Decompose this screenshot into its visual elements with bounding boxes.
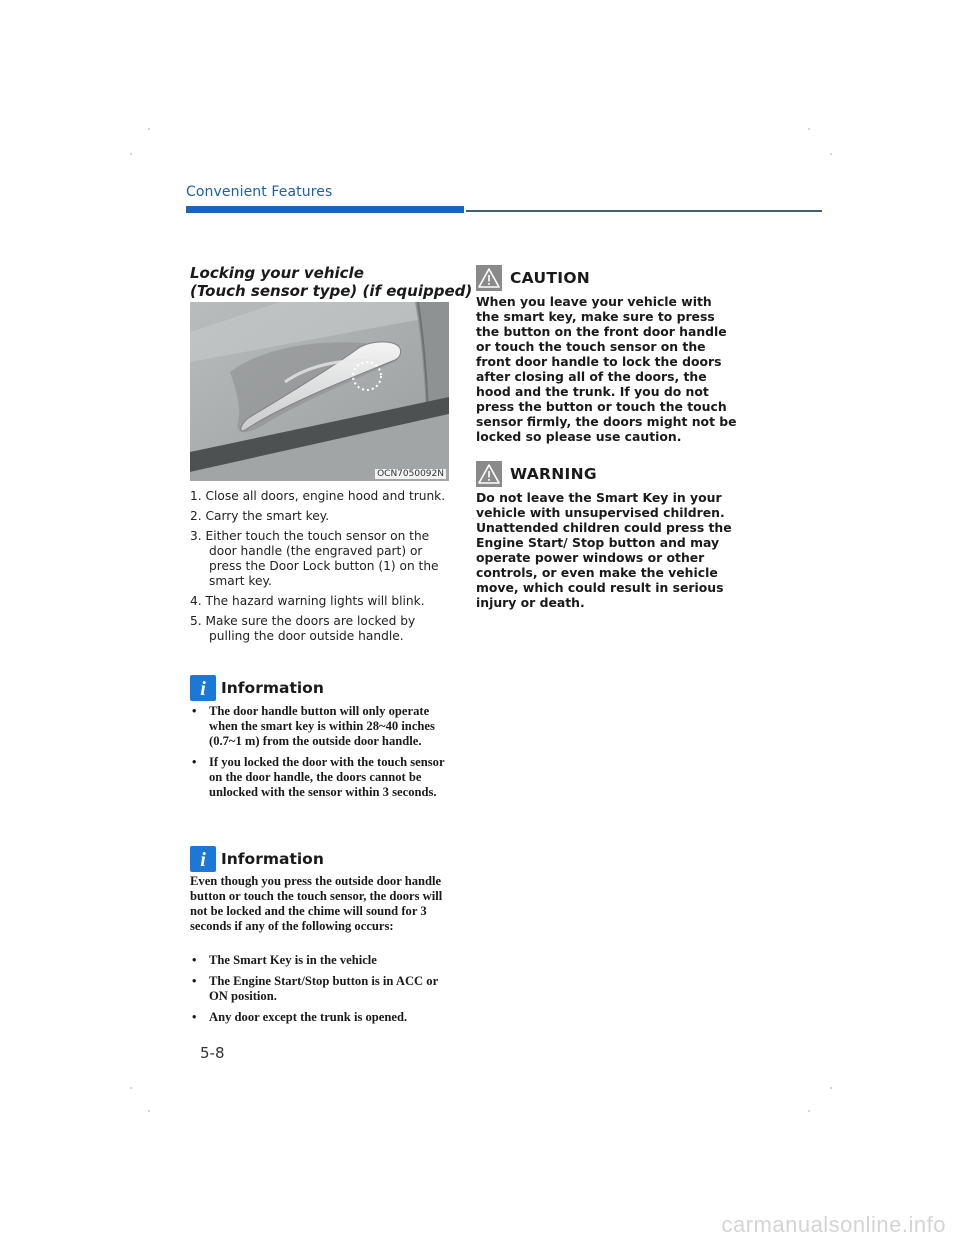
step-item: 4. The hazard warning lights will blink. bbox=[190, 594, 425, 608]
info-icon bbox=[190, 675, 216, 701]
step-item: 1. Close all doors, engine hood and trunk. bbox=[190, 489, 446, 503]
crop-mark bbox=[830, 153, 832, 155]
caution-title: CAUTION bbox=[510, 269, 591, 287]
info2-list bbox=[190, 953, 452, 1031]
info1-header bbox=[190, 675, 324, 701]
info-icon bbox=[190, 846, 216, 872]
warning-header bbox=[476, 461, 597, 487]
watermark: carmanualsonline.info bbox=[721, 1212, 946, 1237]
crop-mark bbox=[130, 153, 132, 155]
info2-bullet: • The Engine Start/Stop button is in ACC or ON position. bbox=[190, 974, 452, 1004]
info2-intro: Even though you press the outside door handle button or touch the touch sensor, the doors will not be locked and the chime will sound for 3 seconds if any of the following occurs: bbox=[190, 874, 443, 933]
header-rule bbox=[466, 210, 822, 212]
crop-mark bbox=[148, 1110, 150, 1112]
locking-heading bbox=[190, 264, 472, 300]
crop-mark bbox=[808, 128, 810, 130]
info2-title: Information bbox=[221, 850, 324, 868]
step-item: 5. Make sure the doors are locked by pulling the door outside handle. bbox=[190, 614, 416, 643]
warning-triangle-icon bbox=[476, 265, 502, 291]
header-rule-accent bbox=[186, 206, 464, 213]
figure-code: OCN7050092N bbox=[377, 469, 444, 479]
caution-text: When you leave your vehicle with the smart key, make sure to press the button on the front door handle or touch the touch sensor on the front door handle to lock the doors after closing all of the doors, the hood and the trunk. If you do not press the button or touch the touch sensor firmly, the doors might not be locked so please use caution. bbox=[476, 294, 737, 444]
warning-triangle-icon bbox=[476, 461, 502, 487]
step-item: 2. Carry the smart key. bbox=[190, 509, 330, 523]
section-title: Convenient Features bbox=[186, 184, 333, 200]
info1-bullet: • If you locked the door with the touch sensor on the door handle, the doors cannot be unlocked with the sensor within 3 seconds. bbox=[190, 755, 452, 800]
info2-bullet: • Any door except the trunk is opened. bbox=[190, 1010, 452, 1025]
crop-mark bbox=[808, 1110, 810, 1112]
info2-header bbox=[190, 846, 324, 872]
info1-bullet: • The door handle button will only operate when the smart key is within 28~40 inches (0.7~1 m) from the outside door handle. bbox=[190, 704, 452, 749]
svg-text:i: i bbox=[200, 678, 206, 698]
crop-mark bbox=[148, 128, 150, 130]
warning-text: Do not leave the Smart Key in your vehicle with unsupervised children. Unattended children could press the Engine Start/ Stop button and may operate power windows or other controls, or even make the vehicle move, which could result in serious injury or death. bbox=[476, 490, 732, 610]
locking-heading-line1: Locking your vehicle bbox=[190, 264, 364, 282]
crop-mark bbox=[130, 1087, 132, 1089]
info1-list bbox=[190, 704, 452, 806]
step-item: 3. Either touch the touch sensor on the door handle (the engraved part) or press the Door Lock button (1) on the smart key. bbox=[190, 529, 439, 588]
caution-header bbox=[476, 265, 590, 291]
door-handle-drawing bbox=[190, 302, 449, 481]
door-handle-illustration bbox=[190, 302, 449, 481]
page-number: 5-8 bbox=[200, 1044, 225, 1062]
crop-mark bbox=[830, 1087, 832, 1089]
info1-title: Information bbox=[221, 679, 324, 697]
info2-bullet: • The Smart Key is in the vehicle bbox=[190, 953, 452, 968]
svg-text:i: i bbox=[200, 849, 206, 869]
locking-steps bbox=[190, 489, 452, 649]
locking-heading-line2: (Touch sensor type) (if equipped) bbox=[190, 282, 473, 300]
warning-title: WARNING bbox=[510, 465, 597, 483]
